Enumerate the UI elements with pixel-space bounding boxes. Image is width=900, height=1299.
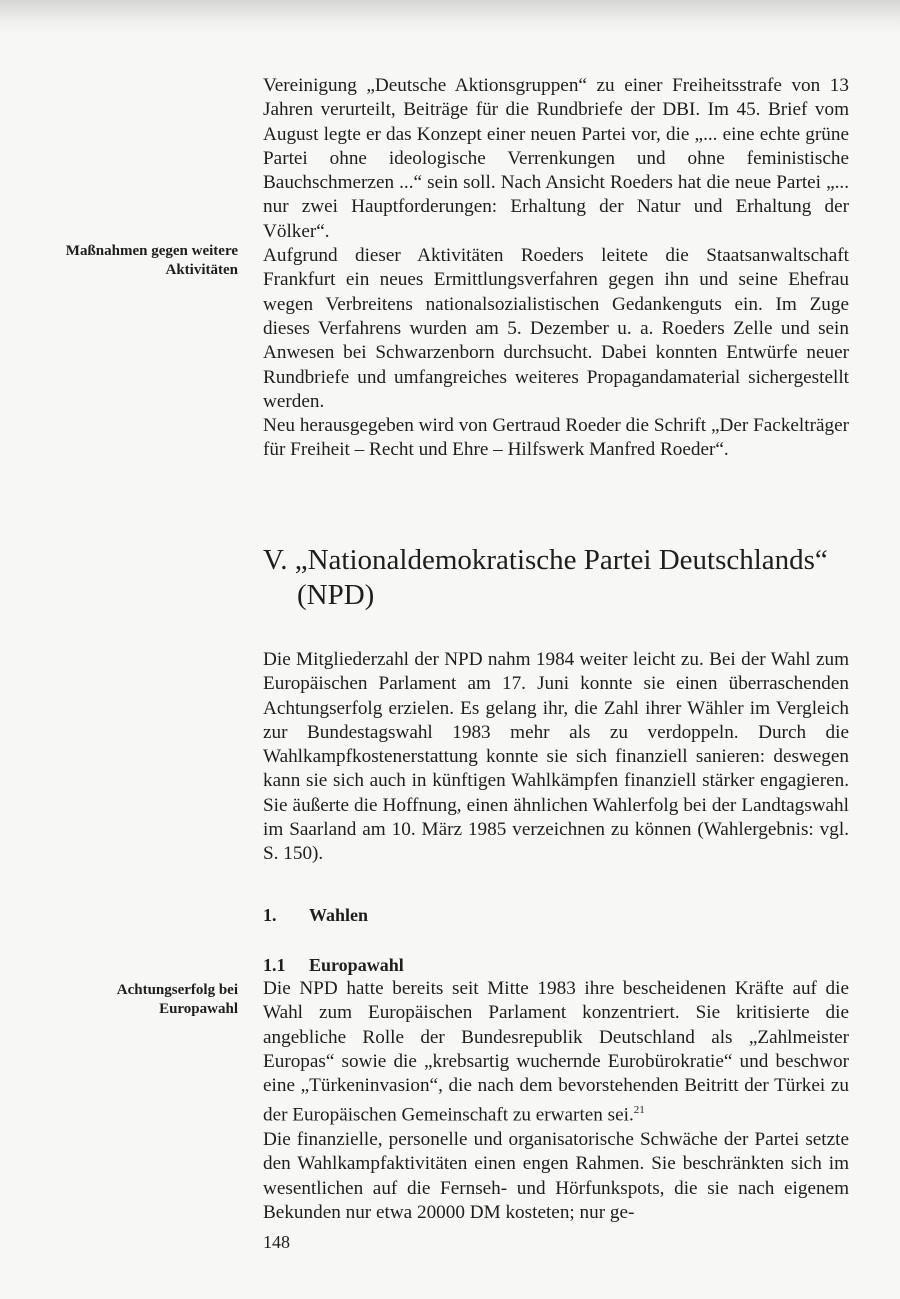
paragraph: Aufgrund dieser Aktivitäten Roeders leitete die Staatsanwaltschaft Frankfurt ein neues Ermittlungsverfahren gegen ihn und seine Ehefrau wegen Verbreitens nationalsozialistischen Gedankenguts ein. Im Zuge dieses Verfahrens wurden am 5. Dezember u. a. Roeders Zelle und sein Anwesen bei Schwarzenborn durchsucht. Dabei konnten Entwürfe neuer Rundbriefe und umfangreiches weiteres Propagandamaterial sichergestellt werden. (263, 245, 849, 412)
scan-edge-shadow (0, 0, 900, 34)
paragraph: Die finanzielle, personelle und organisatorische Schwäche der Partei setzte den Wahlkampfaktivitäten einen engen Rahmen. Sie beschränkten sich im wesentlichen auf die Fernseh- und Hörfunkspots, die sie nach eigenem Bekunden nur etwa 20000 DM kosteten; nur ge- (263, 1129, 849, 1224)
paragraph: Neu herausgegeben wird von Gertraud Roeder die Schrift „Der Fackelträger für Freiheit – Recht und Ehre – Hilfswerk Manfred Roeder“. (263, 415, 849, 461)
paragraph: Die NPD hatte bereits seit Mitte 1983 ihre bescheidenen Kräfte auf die Wahl zum Europäischen Parlament konzentriert. Sie kritisierte die angebliche Rolle der Bundesrepublik Deutschland als „Zahlmeister Europas“ sowie die „krebsartig wuchernde Eurobürokratie“ und beschwor eine „Türkeninvasion“, die nach dem bevorstehenden Beitritt der Türkei zu der Europäischen Gemeinschaft zu erwarten sei.$^{21}$ (263, 978, 849, 1126)
section-number: 1. (263, 905, 277, 925)
footnote-marker: 21 (633, 1104, 645, 1117)
text-block-europawahl (263, 977, 849, 1225)
margin-note-achtungserfolg: Achtungserfolg bei Europawahl (116, 982, 238, 1017)
paragraph: Vereinigung „Deutsche Aktionsgruppen“ zu einer Freiheitsstrafe von 13 Jahren verurteilt, Beiträge für die Rundbriefe der DBI. Im 45. Brief vom August legte er das Konzept einer neuen Partei vor, die „... eine echte grüne Partei ohne ideologische Verrenkungen und ohne feministische Bauchschmerzen ...“ sein soll. Nach Ansicht Roeders hat die neue Partei „... nur zwei Hauptforderungen: Erhaltung der Natur und Erhaltung der Völker“. (263, 75, 849, 242)
section-heading-wahlen (263, 905, 368, 926)
chapter-heading (263, 543, 863, 613)
section-title: Europawahl (309, 955, 404, 975)
section-heading-europawahl (263, 955, 404, 976)
chapter-title: „Nationaldemokratische Partei Deutschlands“ (294, 544, 828, 576)
section-title: Wahlen (309, 905, 369, 925)
margin-note-massnahmen: Maßnahmen gegen weitere Aktivitäten (65, 243, 238, 278)
text-block-roeder (263, 74, 849, 463)
text-block-npd-intro (263, 648, 849, 867)
page-number: 148 (263, 1232, 290, 1252)
chapter-subtitle: (NPD) (297, 579, 375, 611)
chapter-number: V. (263, 544, 288, 576)
section-number: 1.1 (263, 955, 286, 975)
paragraph: Die Mitgliederzahl der NPD nahm 1984 weiter leicht zu. Bei der Wahl zum Europäischen Parlament am 17. Juni konnte sie einen überraschenden Achtungserfolg erzielen. Es gelang ihr, die Zahl ihrer Wähler im Vergleich zur Bundestagswahl 1983 mehr als zu verdoppeln. Durch die Wahlkampfkostenerstattung konnte sie sich finanziell sanieren: deswegen kann sie sich auch in künftigen Wahlkämpfen finanziell stärker engagieren. Sie äußerte die Hoffnung, einen ähnlichen Wahlerfolg bei der Landtagswahl im Saarland am 10. März 1985 verzeichnen zu können (Wahlergebnis: vgl. S. 150). (263, 649, 849, 865)
